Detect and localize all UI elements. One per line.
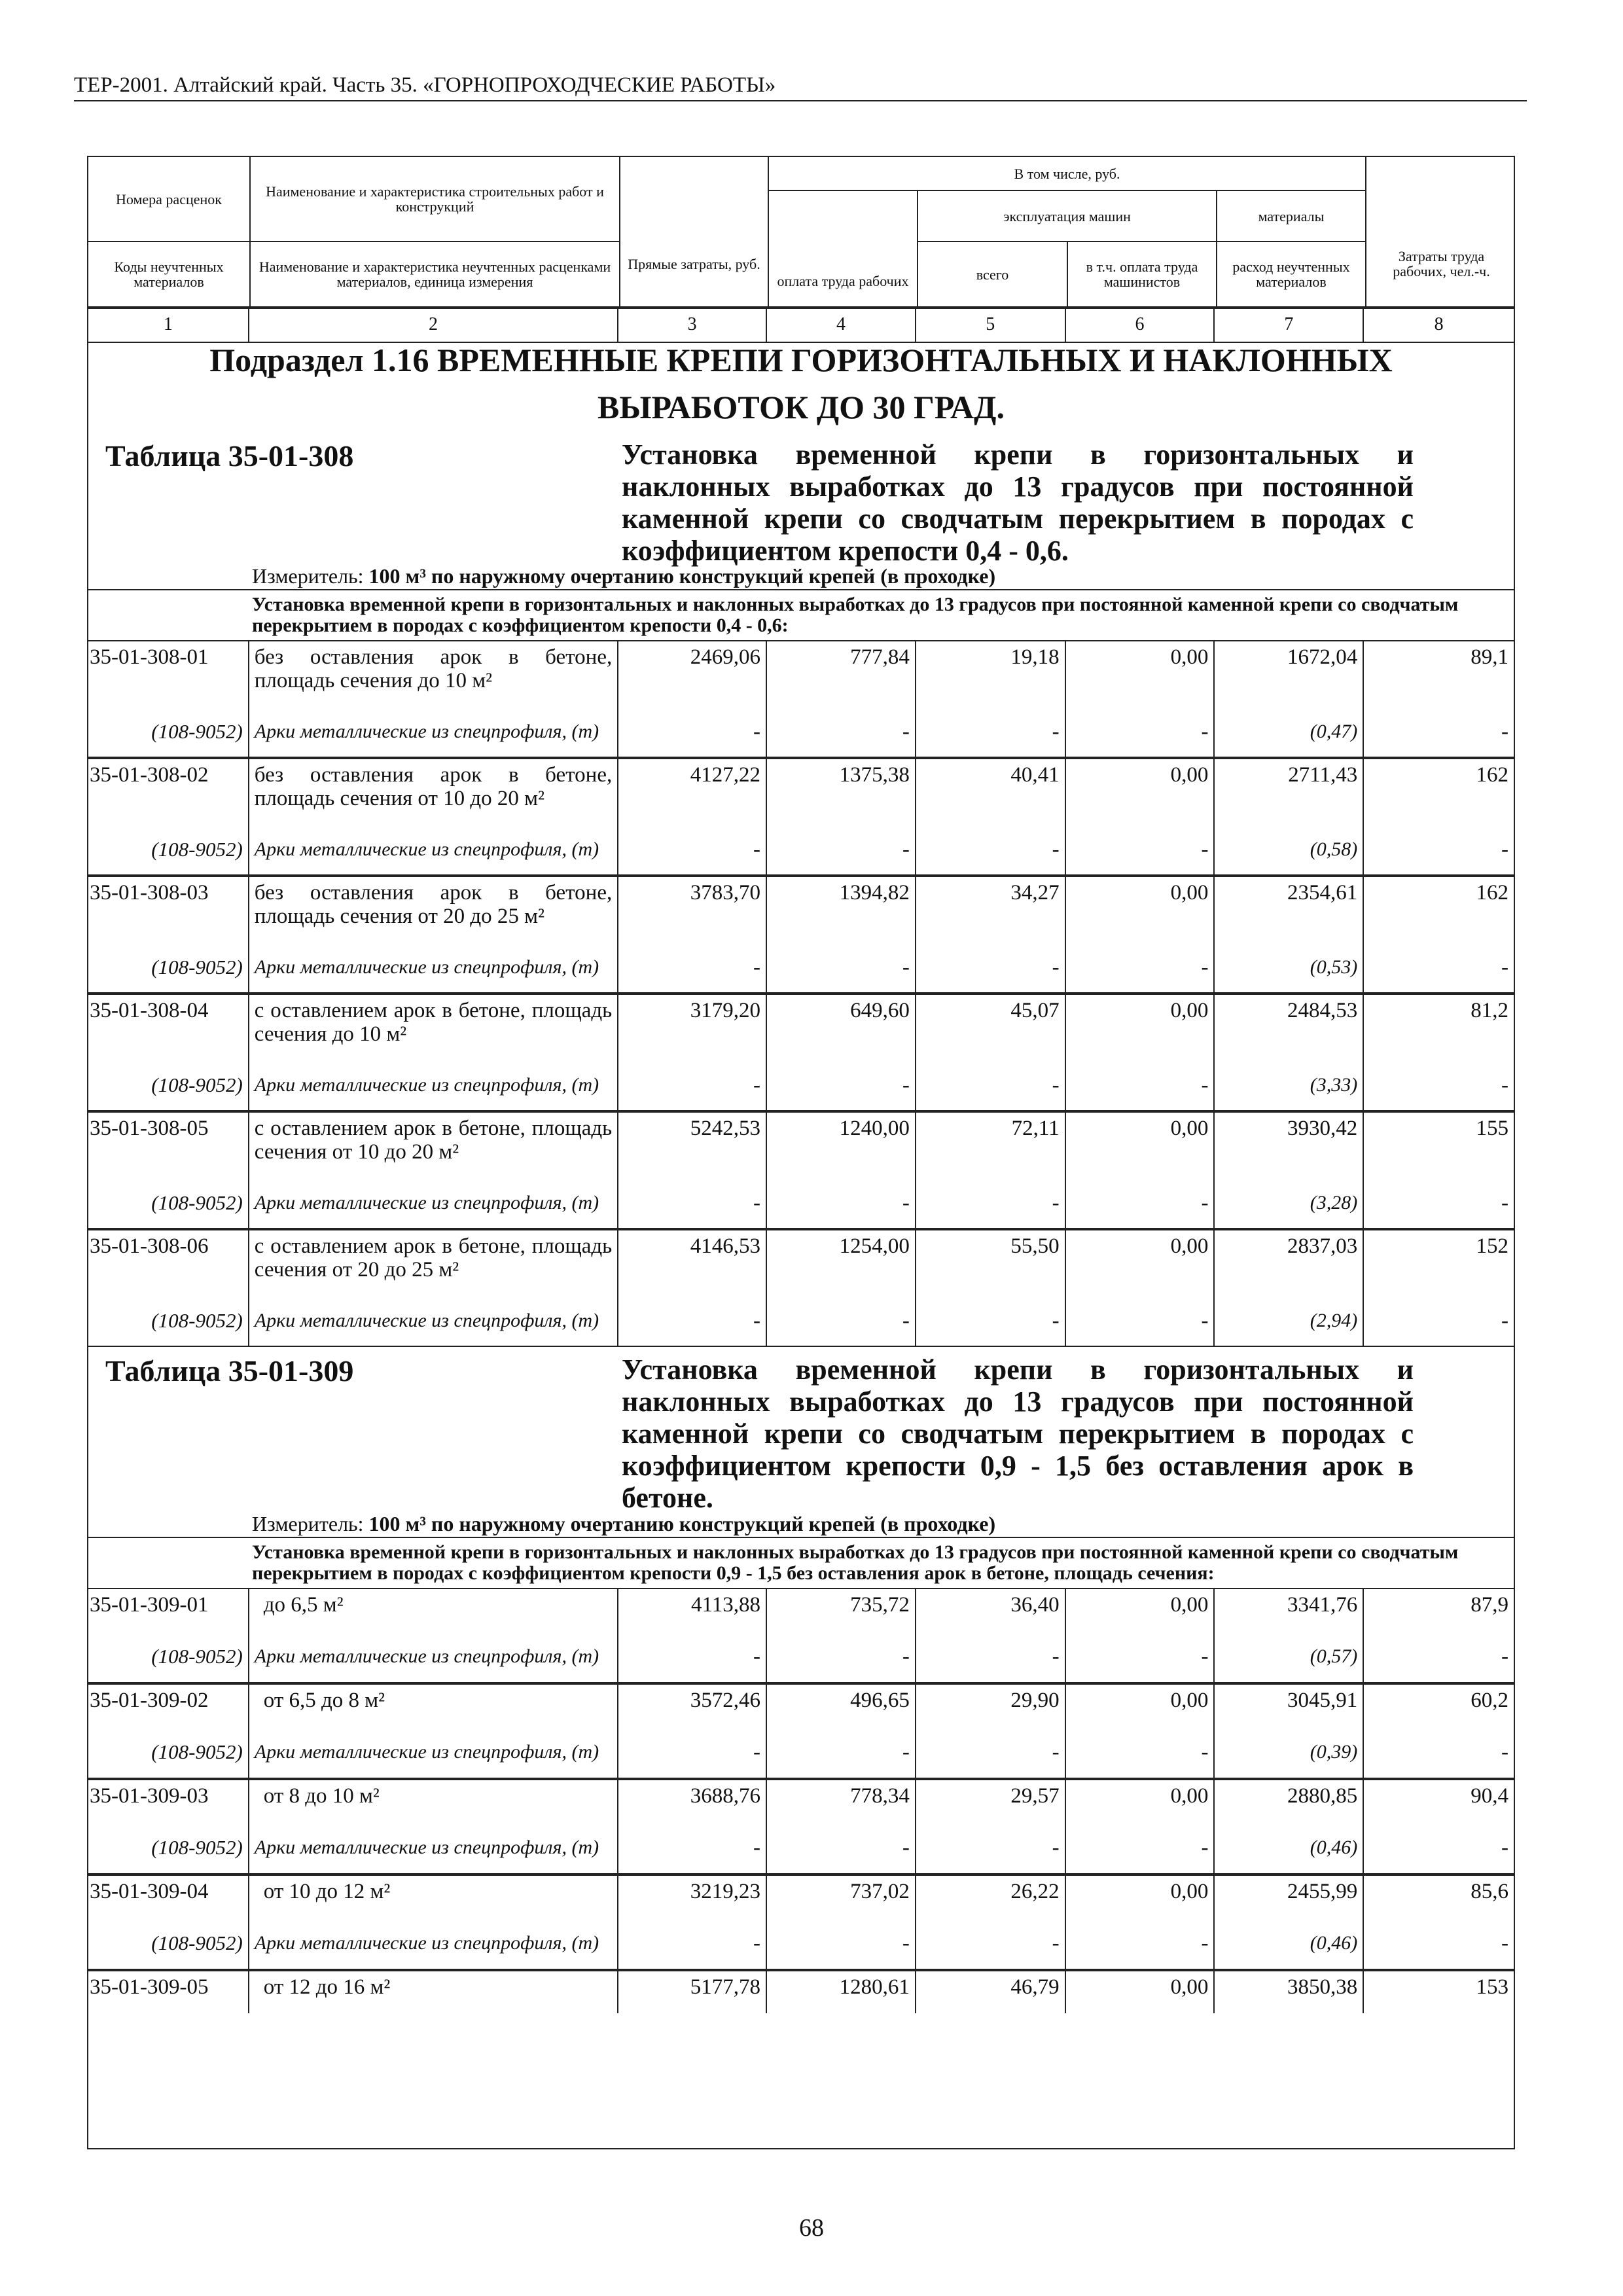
- material-row: [88, 1296, 1514, 1347]
- dash: -: [618, 707, 767, 757]
- machines-value: 29,90: [916, 1685, 1066, 1727]
- material-row: [88, 825, 1514, 876]
- dash: -: [1501, 1931, 1509, 1955]
- work-description: без оставления арок в бетоне, площадь сечения от 20 до 25 м²: [249, 877, 618, 942]
- dash: -: [767, 1631, 916, 1682]
- material-name: Арки металлические из спецпрофиля, (т): [249, 825, 618, 874]
- material-row: [88, 707, 1514, 758]
- materials-value: 2880,85: [1215, 1780, 1364, 1822]
- material-name: Арки металлические из спецпрофиля, (т): [249, 1918, 618, 1969]
- dash: -: [916, 1822, 1066, 1873]
- rate-code: 35-01-309-02: [88, 1685, 249, 1727]
- dash: -: [1501, 1191, 1509, 1215]
- dash: -: [1501, 1644, 1509, 1668]
- material-quantity: (0,46): [1215, 1822, 1364, 1873]
- dash: -: [618, 1178, 767, 1228]
- dash: -: [1066, 1631, 1215, 1682]
- dash: -: [618, 1727, 767, 1778]
- direct-costs-value: 3688,76: [618, 1780, 767, 1822]
- dash: -: [1501, 1740, 1509, 1764]
- labor-hours-value: 89,1: [1471, 645, 1509, 669]
- rate-code: 35-01-308-03: [88, 877, 249, 942]
- material-quantity: (0,57): [1215, 1631, 1364, 1682]
- col-labor-pay: оплата труда рабочих: [769, 191, 918, 308]
- document-header: ТЕР-2001. Алтайский край. Часть 35. «ГОРНОПРОХОДЧЕСКИЕ РАБОТЫ»: [74, 73, 1527, 101]
- direct-costs-value: 2469,06: [618, 641, 767, 707]
- material-code: (108-9052): [88, 1178, 249, 1228]
- rate-code: 35-01-308-05: [88, 1113, 249, 1178]
- material-code: (108-9052): [88, 825, 249, 874]
- dash: -: [916, 1296, 1066, 1346]
- machines-value: 36,40: [916, 1589, 1066, 1631]
- machines-value: 72,11: [916, 1113, 1066, 1178]
- materials-value: 1672,04: [1215, 641, 1364, 707]
- col-in-that: В том числе, руб.: [769, 157, 1366, 191]
- material-code: (108-9052): [88, 1918, 249, 1969]
- material-code: (108-9052): [88, 707, 249, 757]
- material-row: [88, 1631, 1514, 1683]
- dash: -: [916, 1178, 1066, 1228]
- work-description: от 8 до 10 м²: [249, 1780, 618, 1822]
- materials-value: 2837,03: [1215, 1230, 1364, 1296]
- rate-code: 35-01-309-04: [88, 1876, 249, 1918]
- measure-line: [88, 563, 1514, 590]
- materials-value: 2354,61: [1215, 877, 1364, 942]
- machines-value: 19,18: [916, 641, 1066, 707]
- group-description: Установка временной крепи в горизонтальных и наклонных выработках до 13 градусов при постоянной каменной крепи со сводчатым перекрытием в породах с коэффициентом крепости 0,4 - 0,6:: [88, 590, 1515, 641]
- rates-table: [87, 156, 1515, 2149]
- col-material-codes: Коды неучтенных материалов: [88, 242, 251, 308]
- material-quantity: (0,53): [1215, 942, 1364, 992]
- materials-value: 3341,76: [1215, 1589, 1364, 1631]
- group-description: Установка временной крепи в горизонтальных и наклонных выработках до 13 градусов при постоянной каменной крепи со сводчатым перекрытием в породах с коэффициентом крепости 0,9 - 1,5 без оставления арок в бетоне, площадь сечения:: [88, 1538, 1515, 1589]
- dash: -: [1501, 1835, 1509, 1859]
- col-number-7: 7: [1215, 309, 1364, 342]
- col-materials: материалы: [1217, 191, 1366, 242]
- dash: -: [1066, 942, 1215, 992]
- material-row: [88, 1918, 1514, 1970]
- col-number-2: 2: [249, 309, 618, 342]
- direct-costs-value: 5242,53: [618, 1113, 767, 1178]
- table-35-01-309: [88, 1347, 1514, 2013]
- col-machinist-pay: в т.ч. оплата труда машинистов: [1068, 242, 1217, 308]
- dash: -: [1066, 1918, 1215, 1969]
- col-number-6: 6: [1066, 309, 1215, 342]
- machines-value: 26,22: [916, 1876, 1066, 1918]
- machinist-pay-value: 0,00: [1066, 1876, 1215, 1918]
- dash: -: [767, 1060, 916, 1110]
- dash: -: [767, 942, 916, 992]
- labor-hours-value: 60,2: [1471, 1689, 1509, 1712]
- labor-pay-value: 1240,00: [767, 1113, 916, 1178]
- material-quantity: (2,94): [1215, 1296, 1364, 1346]
- work-description: до 6,5 м²: [249, 1589, 618, 1631]
- measure-unit: 100 м³: [368, 564, 426, 588]
- dash: -: [767, 825, 916, 874]
- table-title: Установка временной крепи в горизонтальных и наклонных выработках до 13 градусов при постоянной каменной крепи со сводчатым перекрытием в породах с коэффициентом крепости 0,4 - 0,6.: [622, 439, 1414, 567]
- direct-costs-value: 3783,70: [618, 877, 767, 942]
- table-35-01-308: [88, 432, 1514, 1347]
- machines-value: 34,27: [916, 877, 1066, 942]
- dash: -: [916, 1918, 1066, 1969]
- dash: -: [1066, 1727, 1215, 1778]
- labor-pay-value: 737,02: [767, 1876, 916, 1918]
- table-row: [88, 1683, 1514, 1727]
- table-row: [88, 641, 1514, 707]
- material-quantity: (0,46): [1215, 1918, 1364, 1969]
- material-row: [88, 1060, 1514, 1111]
- subsection-title-line2: ВЫРАБОТОК ДО 30 ГРАД.: [597, 389, 1005, 425]
- machines-value: 29,57: [916, 1780, 1066, 1822]
- dash: -: [618, 1918, 767, 1969]
- dash: -: [618, 1631, 767, 1682]
- rate-code: 35-01-309-03: [88, 1780, 249, 1822]
- labor-pay-value: 1280,61: [767, 1971, 916, 2013]
- material-name: Арки металлические из спецпрофиля, (т): [249, 1822, 618, 1873]
- col-machines-total: всего: [918, 242, 1068, 308]
- material-name: Арки металлические из спецпрофиля, (т): [249, 707, 618, 757]
- labor-hours-value: 153: [1476, 1975, 1509, 1999]
- table-row: [88, 1229, 1514, 1296]
- machinist-pay-value: 0,00: [1066, 641, 1215, 707]
- dash: -: [1501, 719, 1509, 744]
- direct-costs-value: 5177,78: [618, 1971, 767, 2013]
- labor-pay-value: 777,84: [767, 641, 916, 707]
- dash: -: [767, 707, 916, 757]
- material-name: Арки металлические из спецпрофиля, (т): [249, 942, 618, 992]
- dash: -: [916, 1631, 1066, 1682]
- materials-value: 3850,38: [1215, 1971, 1364, 2013]
- machines-value: 55,50: [916, 1230, 1066, 1296]
- table-row: [88, 994, 1514, 1060]
- col-number-3: 3: [618, 309, 767, 342]
- machines-value: 46,79: [916, 1971, 1066, 2013]
- work-description: от 10 до 12 м²: [249, 1876, 618, 1918]
- direct-costs-value: 4146,53: [618, 1230, 767, 1296]
- work-description: от 12 до 16 м²: [249, 1971, 618, 2013]
- material-code: (108-9052): [88, 1631, 249, 1682]
- table-number: Таблица 35-01-309: [105, 1354, 354, 1388]
- dash: -: [767, 1727, 916, 1778]
- table-row: [88, 1779, 1514, 1822]
- material-code: (108-9052): [88, 1822, 249, 1873]
- table-row: [88, 758, 1514, 825]
- material-code: (108-9052): [88, 942, 249, 992]
- labor-pay-value: 1375,38: [767, 759, 916, 825]
- material-quantity: (0,47): [1215, 707, 1364, 757]
- dash: -: [916, 825, 1066, 874]
- machinist-pay-value: 0,00: [1066, 995, 1215, 1060]
- col-rate-number: Номера расценок: [88, 157, 251, 242]
- machinist-pay-value: 0,00: [1066, 1589, 1215, 1631]
- dash: -: [1501, 1308, 1509, 1333]
- labor-pay-value: 778,34: [767, 1780, 916, 1822]
- table-row: [88, 876, 1514, 942]
- rate-code: 35-01-308-01: [88, 641, 249, 707]
- measure-prefix: Измеритель:: [252, 564, 364, 588]
- measure-line: [88, 1511, 1514, 1538]
- work-description: от 6,5 до 8 м²: [249, 1685, 618, 1727]
- dash: -: [1066, 1822, 1215, 1873]
- direct-costs-value: 3179,20: [618, 995, 767, 1060]
- materials-value: 3930,42: [1215, 1113, 1364, 1178]
- dash: -: [1066, 1296, 1215, 1346]
- dash: -: [618, 825, 767, 874]
- col-work-name: Наименование и характеристика строительных работ и конструкций: [251, 157, 620, 242]
- direct-costs-value: 4113,88: [618, 1589, 767, 1631]
- material-row: [88, 1822, 1514, 1874]
- dash: -: [1066, 1178, 1215, 1228]
- materials-value: 3045,91: [1215, 1685, 1364, 1727]
- labor-hours-value: 81,2: [1471, 999, 1509, 1022]
- material-name: Арки металлические из спецпрофиля, (т): [249, 1178, 618, 1228]
- dash: -: [618, 1060, 767, 1110]
- material-quantity: (3,28): [1215, 1178, 1364, 1228]
- rate-code: 35-01-309-05: [88, 1971, 249, 2013]
- rate-code: 35-01-308-04: [88, 995, 249, 1060]
- dash: -: [916, 1060, 1066, 1110]
- dash: -: [767, 1296, 916, 1346]
- machines-value: 40,41: [916, 759, 1066, 825]
- col-direct-costs: Прямые затраты, руб.: [620, 157, 769, 308]
- labor-pay-value: 1254,00: [767, 1230, 916, 1296]
- material-quantity: (0,39): [1215, 1727, 1364, 1778]
- work-description: с оставлением арок в бетоне, площадь сечения от 10 до 20 м²: [249, 1113, 618, 1178]
- machinist-pay-value: 0,00: [1066, 759, 1215, 825]
- labor-pay-value: 496,65: [767, 1685, 916, 1727]
- machines-value: 45,07: [916, 995, 1066, 1060]
- column-header: [88, 157, 1514, 309]
- material-quantity: (0,58): [1215, 825, 1364, 874]
- material-code: (108-9052): [88, 1060, 249, 1110]
- dash: -: [618, 1822, 767, 1873]
- material-name: Арки металлические из спецпрофиля, (т): [249, 1060, 618, 1110]
- machinist-pay-value: 0,00: [1066, 1230, 1215, 1296]
- table-row: [88, 1589, 1514, 1631]
- machinist-pay-value: 0,00: [1066, 1685, 1215, 1727]
- labor-hours-value: 155: [1476, 1117, 1509, 1140]
- measure-unit: 100 м³: [368, 1512, 426, 1535]
- material-row: [88, 942, 1514, 994]
- dash: -: [916, 707, 1066, 757]
- dash: -: [1066, 1060, 1215, 1110]
- material-quantity: (3,33): [1215, 1060, 1364, 1110]
- col-material-names: Наименование и характеристика неучтенных расценками материалов, единица измерения: [251, 242, 620, 308]
- table-row: [88, 1874, 1514, 1918]
- materials-value: 2455,99: [1215, 1876, 1364, 1918]
- dash: -: [1501, 955, 1509, 979]
- labor-pay-value: 1394,82: [767, 877, 916, 942]
- direct-costs-value: 3219,23: [618, 1876, 767, 1918]
- dash: -: [767, 1822, 916, 1873]
- materials-value: 2711,43: [1215, 759, 1364, 825]
- dash: -: [916, 942, 1066, 992]
- table-number: Таблица 35-01-308: [105, 439, 354, 473]
- material-row: [88, 1178, 1514, 1229]
- material-row: [88, 1727, 1514, 1779]
- machinist-pay-value: 0,00: [1066, 1113, 1215, 1178]
- material-code: (108-9052): [88, 1727, 249, 1778]
- table-row: [88, 1111, 1514, 1178]
- dash: -: [1501, 837, 1509, 861]
- direct-costs-value: 4127,22: [618, 759, 767, 825]
- labor-hours-value: 85,6: [1471, 1880, 1509, 1903]
- col-number-1: 1: [88, 309, 249, 342]
- machinist-pay-value: 0,00: [1066, 1780, 1215, 1822]
- direct-costs-value: 3572,46: [618, 1685, 767, 1727]
- machinist-pay-value: 0,00: [1066, 1971, 1215, 2013]
- col-number-4: 4: [767, 309, 916, 342]
- labor-hours-value: 162: [1476, 881, 1509, 905]
- work-description: с оставлением арок в бетоне, площадь сечения от 20 до 25 м²: [249, 1230, 618, 1296]
- material-name: Арки металлические из спецпрофиля, (т): [249, 1727, 618, 1778]
- machinist-pay-value: 0,00: [1066, 877, 1215, 942]
- materials-value: 2484,53: [1215, 995, 1364, 1060]
- labor-pay-value: 649,60: [767, 995, 916, 1060]
- col-materials-unaccounted: расход неучтенных материалов: [1217, 242, 1366, 308]
- rate-code: 35-01-309-01: [88, 1589, 249, 1631]
- dash: -: [618, 1296, 767, 1346]
- material-name: Арки металлические из спецпрофиля, (т): [249, 1631, 618, 1682]
- work-description: без оставления арок в бетоне, площадь сечения от 10 до 20 м²: [249, 759, 618, 825]
- measure-text: по наружному очертанию конструкций крепей (в проходке): [431, 1512, 996, 1535]
- labor-hours-value: 152: [1476, 1234, 1509, 1258]
- labor-hours-value: 87,9: [1471, 1593, 1509, 1617]
- col-number-5: 5: [916, 309, 1066, 342]
- page-number: 68: [799, 2214, 824, 2242]
- col-labor-costs: Затраты труда рабочих, чел.-ч.: [1366, 157, 1515, 308]
- dash: -: [767, 1918, 916, 1969]
- table-title: Установка временной крепи в горизонтальных и наклонных выработках до 13 градусов при постоянной каменной крепи со сводчатым перекрытием в породах с коэффициентом крепости 0,9 - 1,5 без оставления арок в бетоне.: [622, 1354, 1414, 1514]
- dash: -: [1066, 825, 1215, 874]
- subsection-title-line1: Подраздел 1.16 ВРЕМЕННЫЕ КРЕПИ ГОРИЗОНТАЛЬНЫХ И НАКЛОННЫХ: [209, 342, 1393, 378]
- material-code: (108-9052): [88, 1296, 249, 1346]
- work-description: с оставлением арок в бетоне, площадь сечения до 10 м²: [249, 995, 618, 1060]
- dash: -: [916, 1727, 1066, 1778]
- dash: -: [1066, 707, 1215, 757]
- dash: -: [618, 942, 767, 992]
- material-name: Арки металлические из спецпрофиля, (т): [249, 1296, 618, 1346]
- labor-hours-value: 90,4: [1471, 1784, 1509, 1808]
- table-rows: [88, 1589, 1514, 2013]
- labor-pay-value: 735,72: [767, 1589, 916, 1631]
- table-rows: [88, 641, 1514, 1347]
- col-number-8: 8: [1434, 314, 1444, 334]
- rate-code: 35-01-308-06: [88, 1230, 249, 1296]
- measure-text: по наружному очертанию конструкций крепей (в проходке): [431, 564, 996, 588]
- work-description: без оставления арок в бетоне, площадь сечения до 10 м²: [249, 641, 618, 707]
- table-row: [88, 1970, 1514, 2013]
- dash: -: [1501, 1073, 1509, 1097]
- labor-hours-value: 162: [1476, 763, 1509, 787]
- rate-code: 35-01-308-02: [88, 759, 249, 825]
- col-machines: эксплуатация машин: [918, 191, 1217, 242]
- measure-prefix: Измеритель:: [252, 1512, 364, 1535]
- dash: -: [767, 1178, 916, 1228]
